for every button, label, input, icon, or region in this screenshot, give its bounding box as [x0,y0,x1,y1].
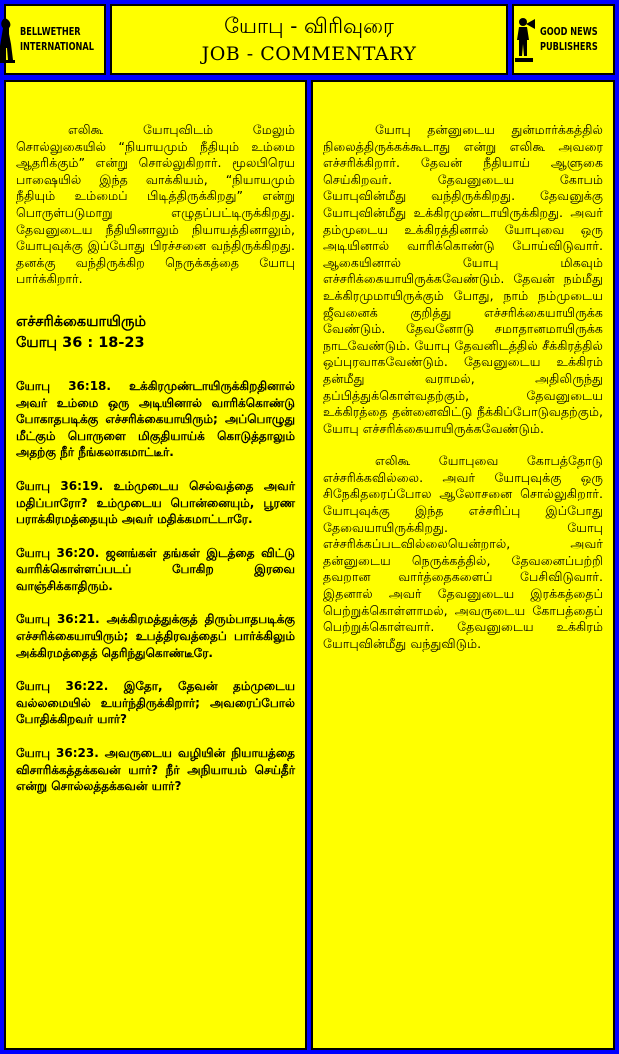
bellwether-logo [4,4,106,75]
good-news-logo-line2: PUBLISHERS [539,40,598,53]
good-news-logo-line1: GOOD NEWS [539,25,598,38]
ram-icon [0,16,16,64]
verse-36-18: யோபு 36:18. உக்கிரமுண்டாயிருக்கிறதினால் அவர் உம்மை ஒரு அடியினால் வாரிக்கொண்டு போகாதபடிக்கு எச்சரிக்கையாயிரும்; அப்பொழுது மீட்கும் பொருளை மிகுதியாய்க் கொடுத்தாலும் அதற்கு நீர் நீங்கலாகமாட்டீர். [16,378,295,460]
section-heading: எச்சரிக்கையாயிரும் [16,313,147,330]
commentary-paragraph-1: யோபு தன்னுடைய துன்மார்க்கத்தில் நிலைத்திருக்கக்கூடாது என்று எலிகூ அவரை எச்சரிக்கிறார். தேவன் நீதியாய் ஆளுகை செய்கிறவர். தேவனுடைய கோபம் யோபுவின்மீது வந்திருக்கிறது. தேவனுக்கு யோபுவின்மீது உக்கிரமுண்டாயிருக்கிறது. அவர் தம்முடைய உக்கிரத்தினால் யோபுவை ஒரு அடியினால் வாரிக்கொண்டு போய்விடுவார். ஆகையினால் யோபு மிகவும் எச்சரிக்கையாயிருக்கவேண்டும். தேவன் நம்மீது உக்கிரமுமாயிருக்கும் போது, நாம் நம்முடைய ஜீவனைக் குறித்து எச்சரிக்கையாயிருக்க வேண்டும். தேவனோடு சமாதானமாயிருக்க நாடவேண்டும். யோபு தேவனிடத்தில் சீக்கிரத்தில் ஒப்புரவாகவேண்டும். தேவனுடைய உக்கிரம் தன்மீது வராமல், அதிலிருந்து தப்பித்துக்கொள்வதற்கும், தேவனுடைய உக்கிரத்தை தன்னைவிட்டு நீக்கிப்போடுவதற்கும், யோபு எச்சரிக்கையாயிருக்கவேண்டும். [323,122,603,436]
right-column [311,80,615,1050]
intro-paragraph: எலிகூ யோபுவிடம் மேலும் சொல்லுகையில் “நியாயமும் நீதியும் உம்மை ஆதரிக்கும்” என்று சொல்லுகிறார். மூலபிரெய பாஷையில் இந்த வாக்கியம், “நியாயமும் நீதியும் உம்மைப் பிடித்திருக்கிறது” என்று பொருள்படுமாறு எழுதப்பட்டிருக்கிறது. தேவனுடைய நீதியினாலும் நியாயத்தினாலும், யோபுவுக்கு இப்போது பிரச்சனை வந்திருக்கிறது. தனக்கு வந்திருக்கிற நெருக்கத்தை யோபு பார்க்கிறார். [16,122,295,287]
good-news-logo-text [536,25,614,55]
bellwether-logo-line2: INTERNATIONAL [19,40,94,53]
verse-36-19: யோபு 36:19. உம்முடைய செல்வத்தை அவர் மதிப்பாரோ? உம்முடைய பொன்னையும், பூரண பராக்கிரமத்தையும் அவர் மதிக்கமாட்டாரே. [16,478,295,527]
section-reference: யோபு 36 : 18-23 [16,334,145,351]
verse-36-22: யோபு 36:22. இதோ, தேவன் தம்முடைய வல்லமையில் உயர்ந்திருக்கிறார்; அவரைப்போல் போதிக்கிறவர் யார்? [16,679,295,727]
verse-36-23: யோபு 36:23. அவருடைய வழியின் நியாயத்தை விசாரிக்கத்தக்கவன் யார்? நீர் அநியாயம் செய்தீர் என்று சொல்லத்தக்கவன் யார்? [16,746,295,794]
bellwether-logo-text [16,25,115,55]
page-title-english: JOB - COMMENTARY [201,43,417,65]
verse-36-20: யோபு 36:20. ஜனங்கள் தங்கள் இடத்தை விட்டு வாரிக்கொள்ளப்படப் போகிற இரவை வாஞ்சிக்காதிரும். [16,545,295,593]
page-header [110,4,508,75]
commentary-paragraph-2: எலிகூ யோபுவை கோபத்தோடு எச்சரிக்கவில்லை. அவர் யோபுவுக்கு ஒரு சிநேகிதரைப்போல ஆலோசனை சொல்லுகிறார். யோபுவுக்கு இந்த எச்சரிப்பு இப்போது தேவையாயிருக்கிறது. யோபு எச்சரிக்கப்படவில்லையென்றால், அவர் தன்னுடைய நெருக்கத்தில், தேவனைப்பற்றி தவறான வார்த்தைகளைப் பேசிவிடுவார். இதனால் அவர் தேவனுடைய இரக்கத்தைப் பெற்றுக்கொள்ளாமல், அவருடைய கோபத்தைப் பெற்றுக்கொள்வார். தேவனுடைய உக்கிரம் யோபுவின்மீது வந்துவிடும். [323,453,603,651]
good-news-logo [512,4,615,75]
trumpeter-icon [514,16,536,64]
page-title-tamil: யோபு - விரிவுரை [224,14,394,38]
verse-36-21: யோபு 36:21. அக்கிரமத்துக்குத் திரும்பாதபடிக்கு எச்சரிக்கையாயிரும்; உபத்திரவத்தைப் பார்க்கிலும் அக்கிரமத்தைத் தெரிந்துகொண்டீரே. [16,612,295,660]
bellwether-logo-line1: BELLWETHER [19,25,81,38]
left-column [4,80,307,1050]
